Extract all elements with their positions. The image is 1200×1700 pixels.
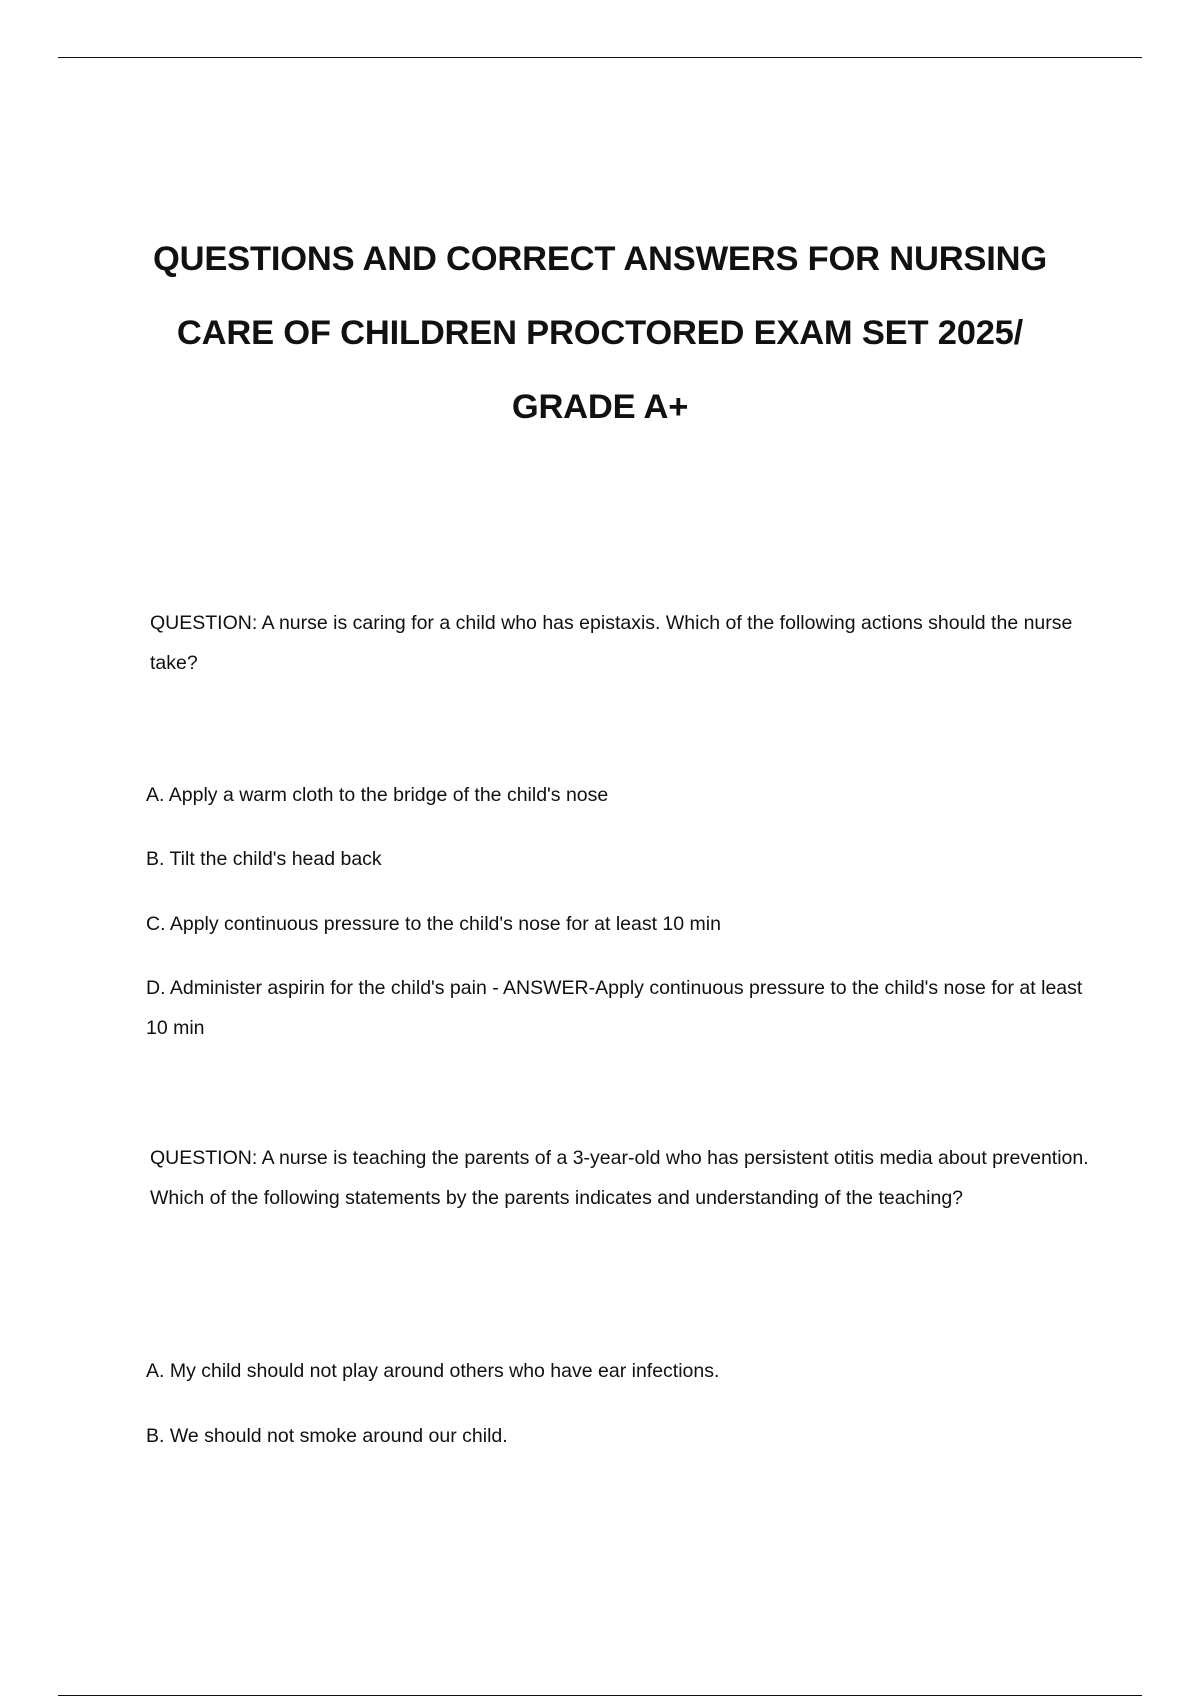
question-1-text: QUESTION: A nurse is caring for a child who has epistaxis. Which of the following actions should the nurse take? xyxy=(150,612,1073,674)
question-1-option-a: A. Apply a warm cloth to the bridge of the child's nose xyxy=(146,784,609,806)
question-2-text: QUESTION: A nurse is teaching the parents of a 3-year-old who has persistent otitis media about prevention. Which of the following statements by the parents indicates and understanding of the teaching? xyxy=(150,1147,1089,1209)
title-line-3: GRADE A+ xyxy=(511,388,689,426)
title-line-2: CARE OF CHILDREN PROCTORED EXAM SET 2025/ xyxy=(176,314,1024,352)
question-1-option-d-with-answer: D. Administer aspirin for the child's pain - ANSWER-Apply continuous pressure to the child's nose for at least 10 min xyxy=(146,977,1083,1039)
bottom-rule xyxy=(58,1695,1142,1696)
document-title xyxy=(120,222,1080,444)
question-2-option-b: B. We should not smoke around our child. xyxy=(146,1425,508,1447)
title-line-1: QUESTIONS AND CORRECT ANSWERS FOR NURSING xyxy=(153,240,1047,278)
question-2-option-a: A. My child should not play around others who have ear infections. xyxy=(146,1360,720,1382)
question-1-option-c: C. Apply continuous pressure to the child's nose for at least 10 min xyxy=(146,913,721,935)
question-1-option-b: B. Tilt the child's head back xyxy=(146,848,382,870)
top-rule xyxy=(58,57,1142,58)
